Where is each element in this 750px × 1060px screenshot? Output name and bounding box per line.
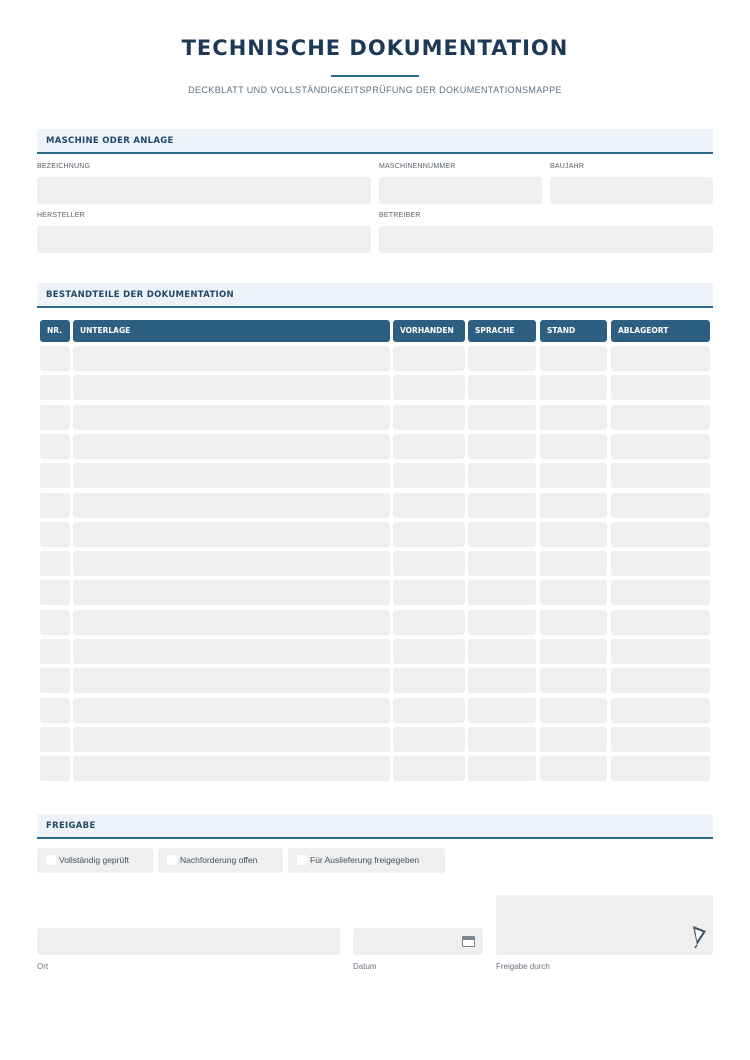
title-underline [331, 75, 419, 77]
maschinennummer-field[interactable] [379, 177, 542, 204]
page-subtitle: DECKBLATT UND VOLLSTÄNDIGKEITSPRÜFUNG DER DOKUMENTATIONSMAPPE [188, 85, 562, 95]
checkbox-box[interactable] [46, 855, 56, 865]
page-title: TECHNISCHE DOKUMENTATION [181, 36, 569, 60]
checkbox-vollstaendig-geprueft[interactable] [37, 848, 153, 873]
checkbox-box[interactable] [297, 855, 307, 865]
signature-field[interactable] [496, 895, 713, 955]
cell-stand[interactable] [540, 522, 607, 547]
column-header-stand: STAND [540, 320, 607, 342]
cell-nr[interactable] [40, 493, 70, 518]
column-header-nr: NR. [40, 320, 70, 342]
checkbox-fuer-auslieferung-freigegeben[interactable] [288, 848, 445, 873]
cell-unterlage[interactable] [73, 610, 390, 635]
cell-ablageort[interactable] [611, 727, 710, 752]
cell-ablageort[interactable] [611, 668, 710, 693]
cell-nr[interactable] [40, 405, 70, 430]
label-baujahr: BAUJAHR [550, 163, 585, 170]
cell-unterlage[interactable] [73, 668, 390, 693]
cell-ablageort[interactable] [611, 493, 710, 518]
cell-sprache[interactable] [468, 698, 536, 723]
cell-vorhanden[interactable] [393, 580, 465, 605]
cell-vorhanden[interactable] [393, 375, 465, 400]
bezeichnung-field[interactable] [37, 177, 371, 204]
cell-vorhanden[interactable] [393, 668, 465, 693]
cell-stand[interactable] [540, 493, 607, 518]
checkbox-box[interactable] [167, 855, 177, 865]
cell-nr[interactable] [40, 668, 70, 693]
cell-nr[interactable] [40, 610, 70, 635]
cell-unterlage[interactable] [73, 756, 390, 781]
cell-stand[interactable] [540, 346, 607, 371]
cell-nr[interactable] [40, 463, 70, 488]
column-header-unterlage: UNTERLAGE [73, 320, 390, 342]
cell-ablageort[interactable] [611, 580, 710, 605]
cell-nr[interactable] [40, 346, 70, 371]
label-bezeichnung: BEZEICHNUNG [37, 163, 91, 170]
cell-stand[interactable] [540, 405, 607, 430]
cell-ablageort[interactable] [611, 375, 710, 400]
section-release-header [37, 814, 713, 839]
cell-unterlage[interactable] [73, 639, 390, 664]
cell-unterlage[interactable] [73, 727, 390, 752]
cell-ablageort[interactable] [611, 639, 710, 664]
cell-sprache[interactable] [468, 493, 536, 518]
cell-sprache[interactable] [468, 463, 536, 488]
cell-vorhanden[interactable] [393, 551, 465, 576]
cell-ablageort[interactable] [611, 698, 710, 723]
column-header-vorhanden: VORHANDEN [393, 320, 465, 342]
cell-stand[interactable] [540, 610, 607, 635]
section-machine-title: MASCHINE ODER ANLAGE [46, 136, 174, 146]
cell-stand[interactable] [540, 668, 607, 693]
cell-sprache[interactable] [468, 639, 536, 664]
cell-vorhanden[interactable] [393, 463, 465, 488]
cell-ablageort[interactable] [611, 551, 710, 576]
column-header-sprache: SPRACHE [468, 320, 536, 342]
cell-stand[interactable] [540, 727, 607, 752]
cell-sprache[interactable] [468, 756, 536, 781]
cell-unterlage[interactable] [73, 463, 390, 488]
cell-sprache[interactable] [468, 551, 536, 576]
cell-stand[interactable] [540, 375, 607, 400]
cell-nr[interactable] [40, 434, 70, 459]
label-maschinennummer: MASCHINENNUMMER [379, 163, 456, 170]
datum-field[interactable] [353, 928, 483, 955]
cell-vorhanden[interactable] [393, 493, 465, 518]
cell-vorhanden[interactable] [393, 434, 465, 459]
baujahr-field[interactable] [550, 177, 713, 204]
cell-sprache[interactable] [468, 727, 536, 752]
cell-unterlage[interactable] [73, 551, 390, 576]
cell-unterlage[interactable] [73, 346, 390, 371]
cell-sprache[interactable] [468, 610, 536, 635]
cell-nr[interactable] [40, 756, 70, 781]
cell-nr[interactable] [40, 639, 70, 664]
cell-vorhanden[interactable] [393, 756, 465, 781]
cell-stand[interactable] [540, 639, 607, 664]
cell-nr[interactable] [40, 727, 70, 752]
checkbox-label: Vollständig geprüft [59, 855, 129, 865]
betreiber-field[interactable] [379, 226, 713, 253]
cell-unterlage[interactable] [73, 522, 390, 547]
cell-unterlage[interactable] [73, 580, 390, 605]
label-freigabe-durch: Freigabe durch [496, 962, 550, 971]
cell-vorhanden[interactable] [393, 522, 465, 547]
cell-nr[interactable] [40, 375, 70, 400]
cell-nr[interactable] [40, 522, 70, 547]
cell-stand[interactable] [540, 580, 607, 605]
cell-vorhanden[interactable] [393, 639, 465, 664]
cell-stand[interactable] [540, 756, 607, 781]
cell-nr[interactable] [40, 580, 70, 605]
cell-sprache[interactable] [468, 668, 536, 693]
section-machine-header [37, 129, 713, 154]
column-header-ablageort: ABLAGEORT [611, 320, 710, 342]
cell-vorhanden[interactable] [393, 727, 465, 752]
cell-sprache[interactable] [468, 375, 536, 400]
section-release-title: FREIGABE [46, 821, 96, 831]
cell-unterlage[interactable] [73, 493, 390, 518]
section-documentation-title: BESTANDTEILE DER DOKUMENTATION [46, 290, 234, 300]
cell-ablageort[interactable] [611, 610, 710, 635]
checkbox-label: Nachforderung offen [180, 855, 258, 865]
cell-ablageort[interactable] [611, 756, 710, 781]
hersteller-field[interactable] [37, 226, 371, 253]
cell-vorhanden[interactable] [393, 610, 465, 635]
ort-field[interactable] [37, 928, 340, 955]
cell-nr[interactable] [40, 551, 70, 576]
label-datum: Datum [353, 962, 377, 971]
cell-ablageort[interactable] [611, 434, 710, 459]
cell-sprache[interactable] [468, 522, 536, 547]
checkbox-nachforderung-offen[interactable] [158, 848, 283, 873]
cell-sprache[interactable] [468, 580, 536, 605]
cell-ablageort[interactable] [611, 405, 710, 430]
label-ort: Ort [37, 962, 49, 971]
calendar-icon[interactable] [462, 936, 475, 947]
cell-stand[interactable] [540, 551, 607, 576]
cell-sprache[interactable] [468, 405, 536, 430]
section-documentation-header [37, 283, 713, 308]
cell-ablageort[interactable] [611, 522, 710, 547]
cell-ablageort[interactable] [611, 346, 710, 371]
cell-unterlage[interactable] [73, 434, 390, 459]
cell-unterlage[interactable] [73, 698, 390, 723]
pen-icon [691, 923, 709, 949]
cell-stand[interactable] [540, 463, 607, 488]
cell-vorhanden[interactable] [393, 405, 465, 430]
cell-sprache[interactable] [468, 434, 536, 459]
cell-stand[interactable] [540, 434, 607, 459]
cell-stand[interactable] [540, 698, 607, 723]
label-betreiber: BETREIBER [379, 212, 421, 219]
cell-unterlage[interactable] [73, 375, 390, 400]
cell-vorhanden[interactable] [393, 346, 465, 371]
cell-sprache[interactable] [468, 346, 536, 371]
cell-vorhanden[interactable] [393, 698, 465, 723]
cell-ablageort[interactable] [611, 463, 710, 488]
cell-nr[interactable] [40, 698, 70, 723]
cell-unterlage[interactable] [73, 405, 390, 430]
label-hersteller: HERSTELLER [37, 212, 85, 219]
checkbox-label: Für Auslieferung freigegeben [310, 855, 420, 865]
